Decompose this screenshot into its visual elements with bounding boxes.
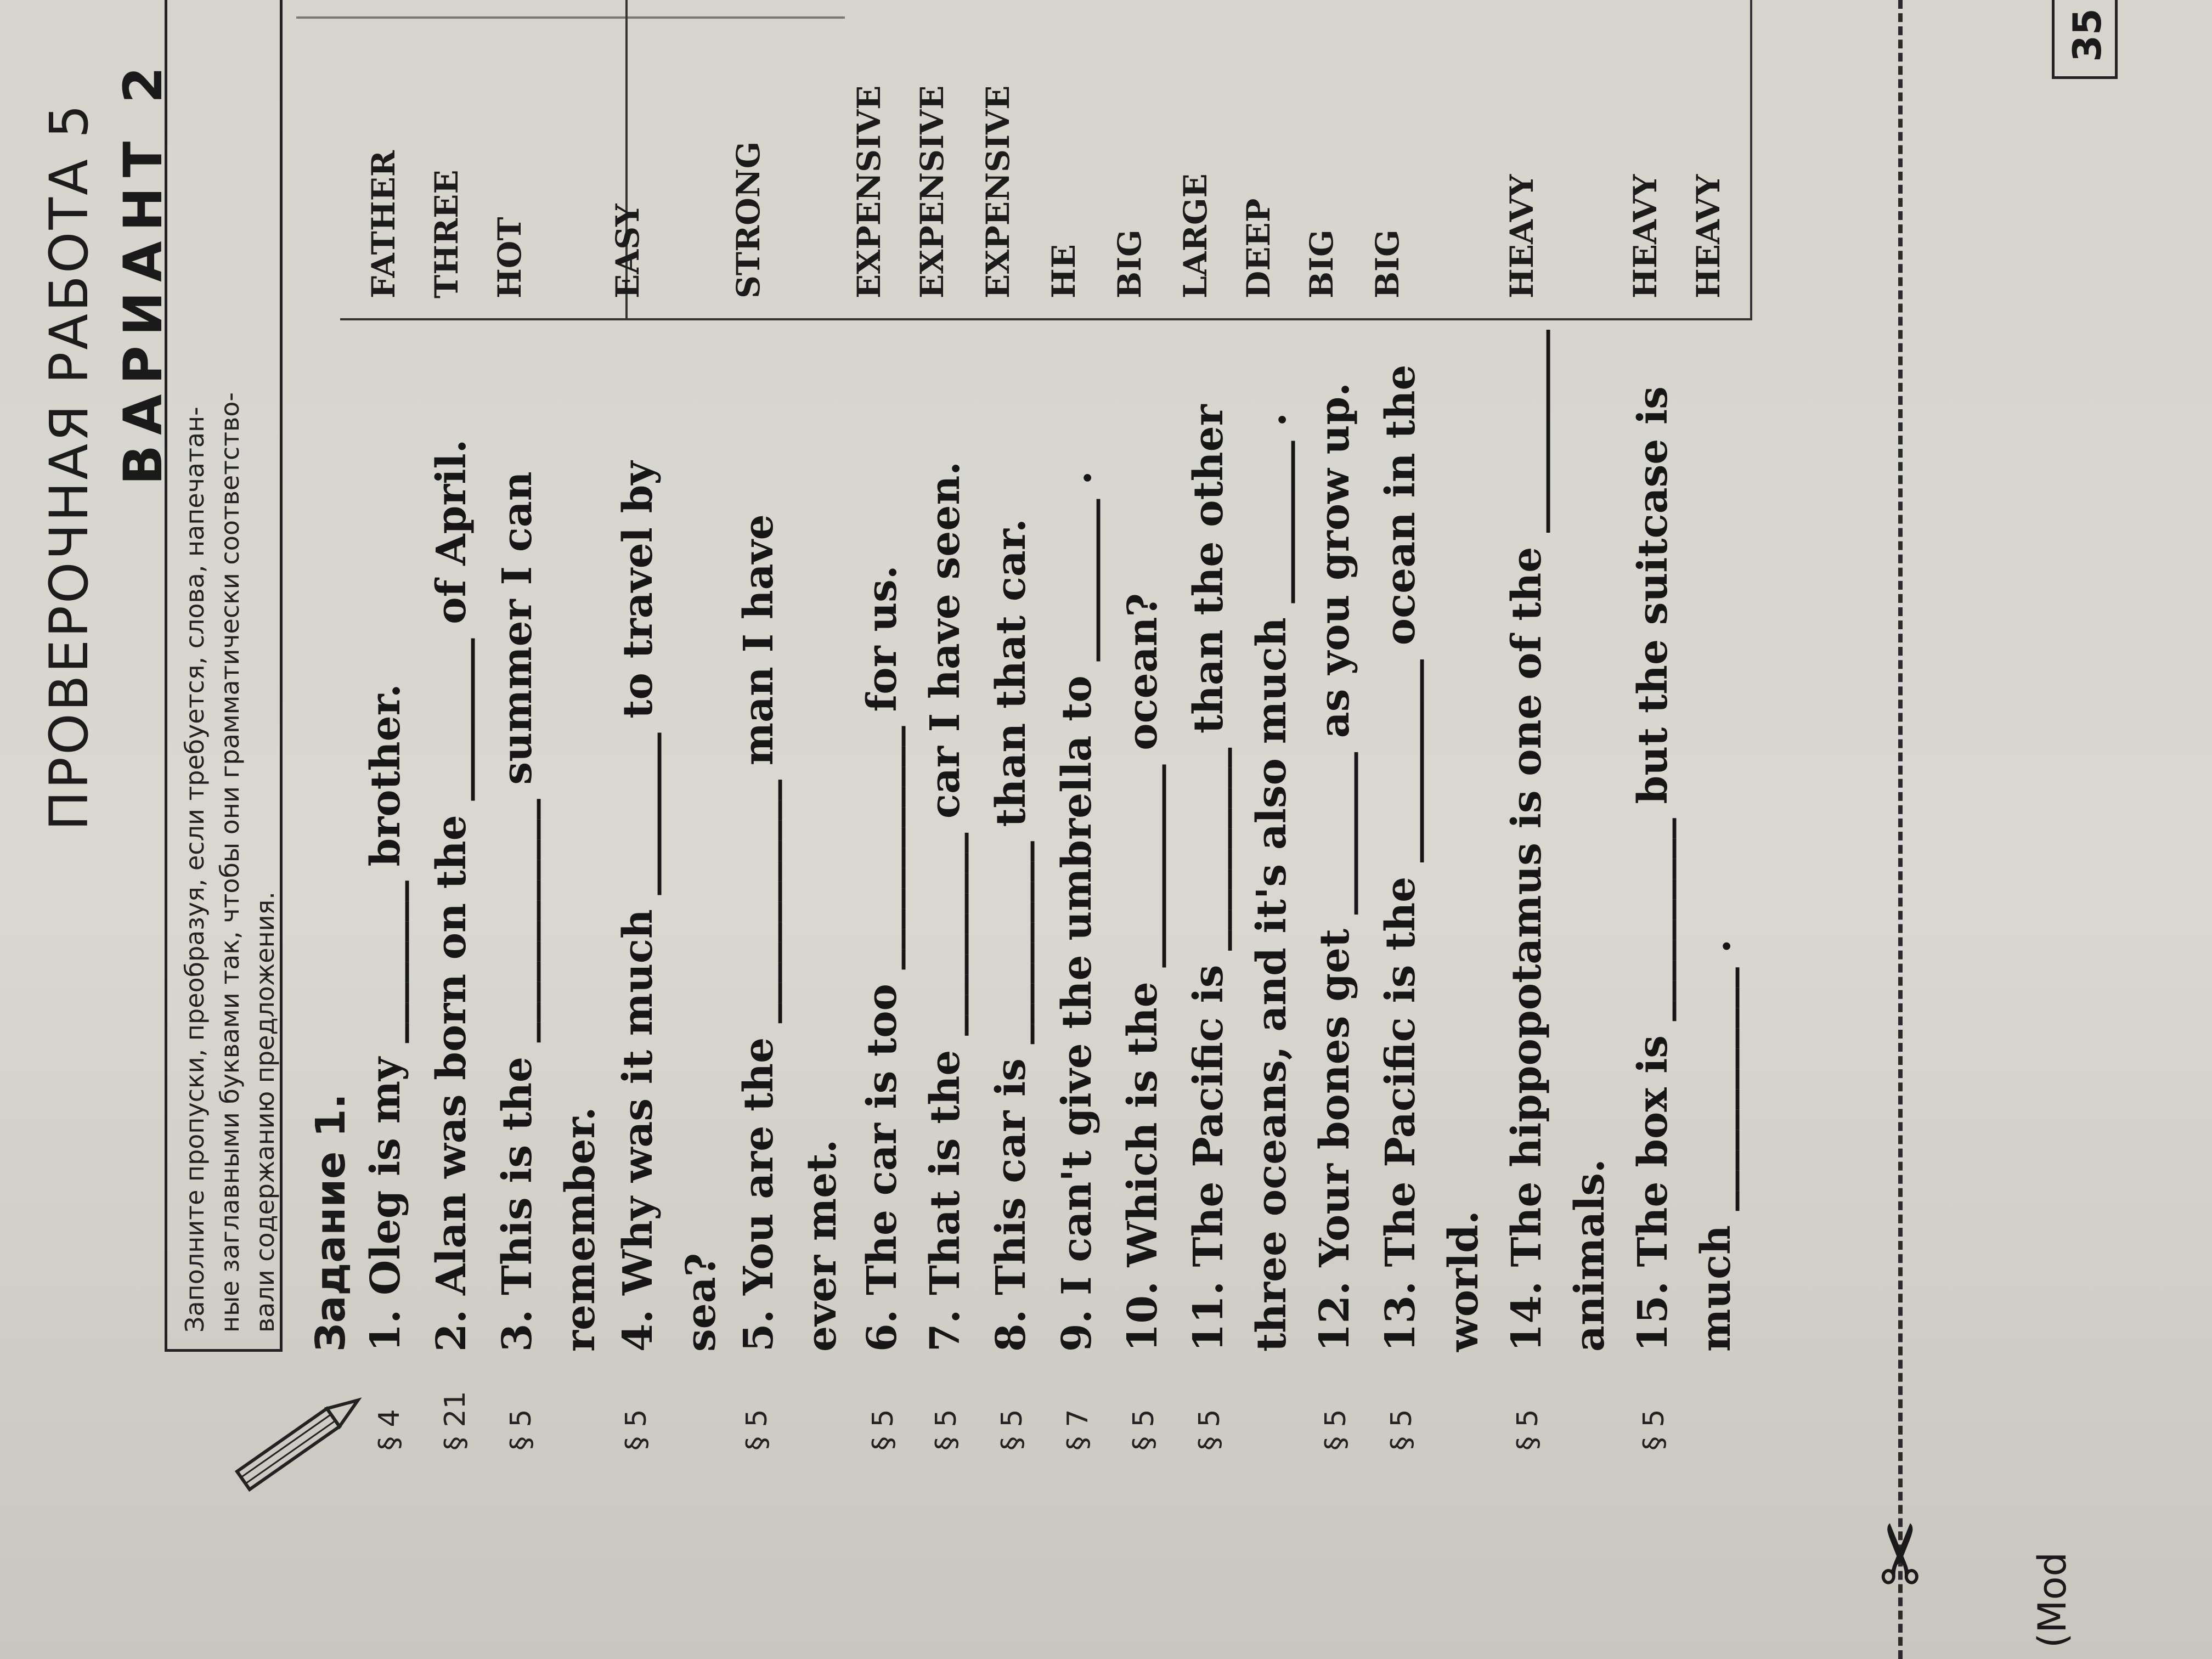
top-rule <box>296 16 845 19</box>
paragraph-ref: § 5 <box>741 1409 774 1451</box>
hint-word: BIG <box>1303 229 1340 298</box>
exercise-line: sea? <box>678 1252 725 1352</box>
paragraph-ref: § 5 <box>1511 1409 1544 1451</box>
pencil-icon <box>219 1385 384 1494</box>
cut-line <box>1898 0 1903 1659</box>
hint-column-rule <box>340 318 1750 320</box>
paragraph-ref: § 5 <box>1319 1409 1352 1451</box>
exercise-line: 9. I can't give the umbrella to ________ . <box>1053 471 1101 1352</box>
exercise-line: 13. The Pacific is the __________ ocean in the <box>1377 364 1424 1352</box>
hint-word: THREE <box>428 170 465 298</box>
exercise-line: 12. Your bones get ________ as you grow up. <box>1311 382 1358 1352</box>
paragraph-ref: § 5 <box>1385 1409 1418 1451</box>
scissors-icon: ✂ <box>1854 1519 1950 1588</box>
paragraph-ref: § 5 <box>1127 1409 1160 1451</box>
hint-word: LARGE <box>1177 173 1214 298</box>
instructions-box <box>165 0 283 1352</box>
paragraph-ref: § 5 <box>1193 1409 1226 1451</box>
page-number: 35 <box>2052 0 2118 79</box>
exercise-line: 1. Oleg is my ________ brother. <box>362 684 409 1352</box>
paragraph-ref: § 4 <box>373 1409 406 1451</box>
hint-word: FATHER <box>365 150 402 298</box>
exercise-line: three oceans, and it's also much ________ . <box>1248 412 1295 1352</box>
exercise-line: 4. Why was it much ________ to travel by <box>614 461 662 1352</box>
hint-word: HE <box>1045 244 1082 298</box>
exercise-line: 6. The car is too ____________ for us. <box>859 565 906 1352</box>
paragraph-ref: § 21 <box>439 1391 472 1451</box>
hint-word: BIG <box>1369 229 1406 298</box>
hint-word: HOT <box>491 217 528 298</box>
exercise-line: 11. The Pacific is __________ than the other <box>1185 404 1232 1352</box>
exercise-line: animals. <box>1566 1159 1613 1352</box>
paragraph-ref: § 5 <box>1638 1409 1671 1451</box>
exercise-line: much ____________ . <box>1692 939 1740 1352</box>
hint-word: HEAVY <box>1690 174 1727 298</box>
exercise-line: world. <box>1440 1210 1487 1352</box>
hint-word: EXPENSIVE <box>913 85 951 298</box>
instructions-line-3: вали содержанию предложения. <box>250 891 280 1333</box>
paragraph-ref: § 5 <box>930 1409 963 1451</box>
exercise-line: 15. The box is __________ but the suitcase is <box>1629 386 1677 1352</box>
paragraph-ref: § 5 <box>620 1409 653 1451</box>
exercise-line: 5. You are the ____________ man I have <box>735 514 782 1352</box>
exercise-line: 10. Which is the __________ ocean? <box>1119 593 1166 1352</box>
exercise-line: remember. <box>557 1107 604 1352</box>
hint-word: DEEP <box>1240 198 1277 298</box>
instructions-line-1: Заполните пропуски, преобразуя, если требуется, слова, напечатан- <box>180 407 210 1333</box>
exercise-line: 2. Alan was born on the ________ of April. <box>428 439 475 1352</box>
hint-word: EASY <box>609 204 646 298</box>
exercise-line: 14. The hippopotamus is one of the __________ <box>1503 329 1550 1352</box>
hint-word: EXPENSIVE <box>850 85 888 298</box>
task-title: Задание 1. <box>307 1093 354 1352</box>
page-title: ПРОВЕРОЧНАЯ РАБОТА 5 <box>38 102 100 831</box>
paragraph-ref: § 5 <box>867 1409 900 1451</box>
hint-word: STRONG <box>730 141 767 298</box>
previous-page-text: (Mod <box>2030 1552 2075 1648</box>
paragraph-ref: § 7 <box>1062 1409 1094 1451</box>
exercise-line: 7. That is the __________ car I have seen. <box>922 461 969 1352</box>
paragraph-ref: § 5 <box>505 1409 538 1451</box>
variant-label: ВАРИАНТ 2 <box>112 57 174 485</box>
hint-rule-bottom <box>1750 0 1752 320</box>
hint-word: BIG <box>1111 229 1148 298</box>
hint-word: HEAVY <box>1627 174 1664 298</box>
hint-word: HEAVY <box>1503 174 1541 298</box>
paragraph-ref: § 5 <box>996 1409 1029 1451</box>
exercise-line: 8. This car is __________ than that car. <box>988 518 1035 1352</box>
exercise-line: 3. This is the ____________ summer I can <box>494 471 541 1352</box>
instructions-line-2: ные заглавными буквами так, чтобы они грамматически соответство- <box>215 392 245 1333</box>
exercise-line: ever met. <box>798 1139 845 1352</box>
hint-word: EXPENSIVE <box>979 85 1017 298</box>
